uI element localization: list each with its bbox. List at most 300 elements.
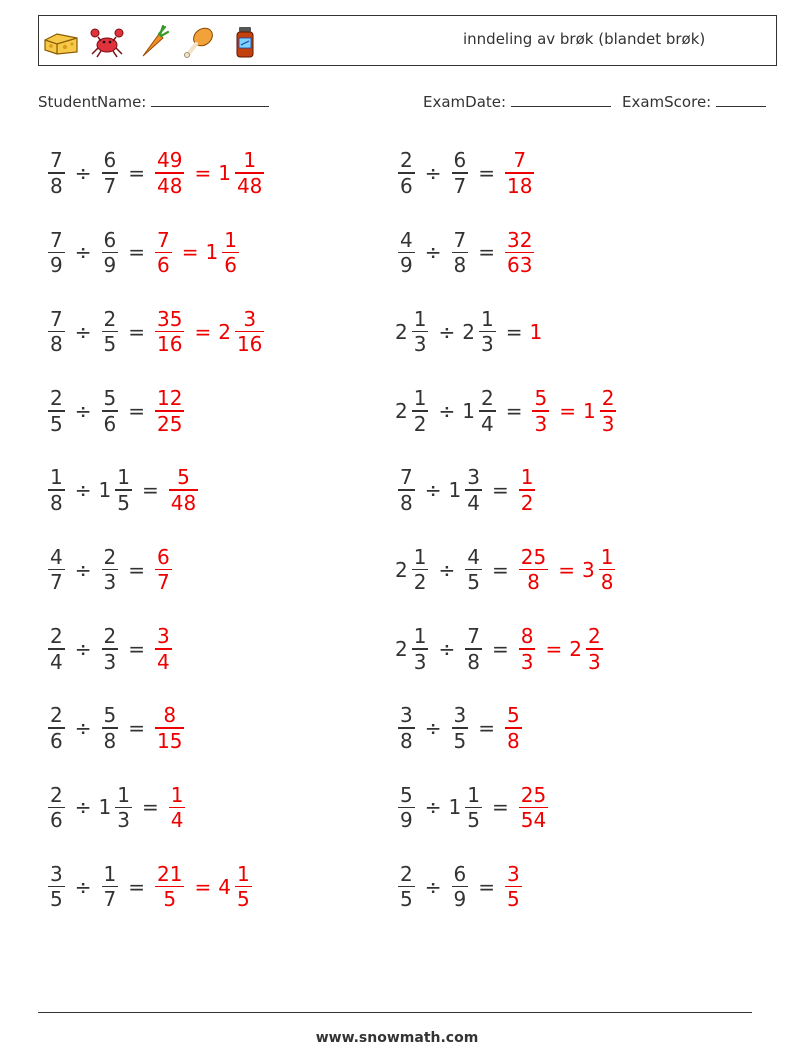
denominator: 3 <box>587 649 601 674</box>
fraction <box>505 703 522 753</box>
fraction <box>398 465 415 515</box>
dividend <box>45 307 68 357</box>
divide-sign: ÷ <box>74 874 92 899</box>
problem-row <box>395 857 525 917</box>
dividend <box>395 386 431 436</box>
fraction <box>452 148 469 198</box>
worksheet-title: inndeling av brøk (blandet brøk) <box>463 30 706 48</box>
fraction <box>48 783 65 833</box>
numerator: 6 <box>157 544 170 569</box>
dividend <box>395 307 431 357</box>
denominator: 2 <box>413 570 427 595</box>
divisor <box>99 228 122 278</box>
denominator: 5 <box>467 570 480 595</box>
footer-divider <box>38 1012 752 1013</box>
exam-date-blank <box>511 92 611 107</box>
dividend <box>45 386 68 436</box>
answer-mixed-number <box>218 148 267 198</box>
denominator: 8 <box>50 490 63 515</box>
problem-row <box>395 381 619 441</box>
denominator: 5 <box>163 887 177 912</box>
denominator: 6 <box>103 411 117 436</box>
denominator: 54 <box>520 808 547 833</box>
fraction <box>398 783 415 833</box>
fraction <box>452 703 469 753</box>
denominator: 7 <box>103 887 117 912</box>
equals-sign: = <box>491 795 509 820</box>
answer <box>502 148 537 198</box>
numerator: 3 <box>400 703 413 728</box>
answer <box>516 624 606 674</box>
dividend <box>395 703 418 753</box>
numerator: 7 <box>50 227 63 252</box>
denominator: 7 <box>50 570 63 595</box>
denominator: 3 <box>103 570 117 595</box>
whole-number: 1 <box>98 795 112 820</box>
fraction <box>115 465 132 515</box>
fraction <box>48 465 65 515</box>
whole-number: 2 <box>395 398 408 423</box>
equals-sign: = <box>128 716 145 741</box>
divide-sign: ÷ <box>74 478 92 503</box>
divide-sign: ÷ <box>438 319 456 344</box>
whole-number: 1 <box>448 478 462 503</box>
equals-sign: = <box>128 557 145 582</box>
fraction <box>465 624 482 674</box>
fraction <box>479 307 496 357</box>
denominator: 9 <box>400 253 413 278</box>
problem-row <box>45 619 175 679</box>
fraction <box>519 624 536 674</box>
equals-sign: = <box>491 557 509 582</box>
whole-number: 2 <box>569 636 582 661</box>
answer <box>152 862 255 912</box>
fraction <box>599 545 616 595</box>
fraction <box>412 545 429 595</box>
fraction <box>412 307 429 357</box>
denominator: 3 <box>601 411 615 436</box>
numerator: 3 <box>453 703 467 728</box>
fraction <box>465 783 482 833</box>
problem-row <box>395 698 525 758</box>
carrot-icon <box>135 24 171 60</box>
problem-row <box>45 777 188 837</box>
numerator: 1 <box>236 861 250 886</box>
fraction <box>48 148 65 198</box>
exam-score-blank <box>716 92 766 107</box>
numerator: 6 <box>103 148 117 173</box>
divisor <box>99 545 122 595</box>
denominator: 7 <box>453 173 467 198</box>
dividend <box>45 228 68 278</box>
fraction <box>398 148 415 198</box>
denominator: 48 <box>157 173 183 198</box>
numerator: 3 <box>157 624 170 649</box>
exam-score-label: ExamScore: <box>622 93 712 111</box>
divisor <box>462 307 498 357</box>
answer-mixed-number <box>218 862 254 912</box>
numerator: 2 <box>50 782 63 807</box>
answer-fraction <box>529 386 552 436</box>
fraction <box>155 862 184 912</box>
numerator: 2 <box>50 386 63 411</box>
divisor <box>99 307 122 357</box>
numerator: 35 <box>157 306 183 331</box>
problem-row <box>45 698 187 758</box>
divide-sign: ÷ <box>424 240 442 265</box>
dividend <box>395 624 431 674</box>
problem-row <box>395 143 537 203</box>
answer-equals-sign: = <box>194 319 212 344</box>
whole-number: 2 <box>218 319 231 344</box>
numerator: 5 <box>103 386 117 411</box>
numerator: 7 <box>157 227 170 252</box>
problem-row <box>45 460 201 520</box>
numerator: 7 <box>50 148 63 173</box>
denominator: 9 <box>400 808 413 833</box>
denominator: 3 <box>117 808 130 833</box>
denominator: 8 <box>507 728 520 753</box>
fraction <box>519 545 548 595</box>
denominator: 6 <box>157 253 170 278</box>
divide-sign: ÷ <box>424 874 442 899</box>
answer-fraction <box>516 545 551 595</box>
jam-jar-icon <box>227 24 263 60</box>
answer <box>516 465 539 515</box>
answer-fraction <box>166 783 189 833</box>
denominator: 4 <box>50 649 63 674</box>
worksheet-header <box>38 15 777 66</box>
divisor <box>99 624 122 674</box>
equals-sign: = <box>478 240 495 265</box>
divide-sign: ÷ <box>74 398 92 423</box>
exam-date-field <box>423 92 611 111</box>
denominator: 2 <box>413 411 427 436</box>
denominator: 48 <box>170 490 197 515</box>
student-name-blank <box>151 92 269 107</box>
numerator: 1 <box>170 782 184 807</box>
fraction <box>102 386 119 436</box>
answer <box>152 148 267 198</box>
denominator: 5 <box>507 887 520 912</box>
numerator: 2 <box>50 703 63 728</box>
numerator: 49 <box>157 148 183 173</box>
divide-sign: ÷ <box>74 636 92 661</box>
answer <box>529 386 619 436</box>
divide-sign: ÷ <box>74 557 92 582</box>
divide-sign: ÷ <box>74 795 92 820</box>
fraction <box>48 624 65 674</box>
fraction <box>102 862 119 912</box>
numerator: 5 <box>507 703 520 728</box>
numerator: 1 <box>600 544 614 569</box>
answer <box>502 703 525 753</box>
fraction <box>532 386 549 436</box>
dividend <box>395 228 418 278</box>
whole-number: 2 <box>395 636 408 661</box>
problem-row <box>395 222 537 282</box>
denominator: 5 <box>236 887 250 912</box>
fraction <box>398 228 415 278</box>
fraction <box>102 228 119 278</box>
denominator: 8 <box>103 728 117 753</box>
numerator: 1 <box>413 386 427 411</box>
answer-fraction <box>152 545 175 595</box>
fraction <box>169 465 198 515</box>
numerator: 1 <box>413 306 427 331</box>
answer-fraction <box>152 624 175 674</box>
fraction <box>452 862 469 912</box>
divisor <box>449 148 472 198</box>
fraction <box>48 228 65 278</box>
numerator: 7 <box>50 306 63 331</box>
divisor <box>99 703 122 753</box>
denominator: 48 <box>236 173 263 198</box>
fraction <box>398 862 415 912</box>
fraction <box>235 148 264 198</box>
dividend <box>45 624 68 674</box>
fraction <box>48 862 65 912</box>
fraction <box>398 703 415 753</box>
fraction <box>519 783 548 833</box>
problem-row <box>395 619 606 679</box>
answer-fraction <box>502 228 537 278</box>
equals-sign: = <box>128 319 145 344</box>
denominator: 15 <box>157 728 183 753</box>
numerator: 2 <box>400 861 413 886</box>
whole-number: 1 <box>205 240 219 265</box>
numerator: 1 <box>50 465 63 490</box>
numerator: 1 <box>413 624 427 649</box>
equals-sign: = <box>505 319 523 344</box>
denominator: 25 <box>157 411 183 436</box>
denominator: 8 <box>600 570 614 595</box>
denominator: 18 <box>507 173 533 198</box>
denominator: 2 <box>520 490 534 515</box>
fraction <box>412 624 429 674</box>
numerator: 5 <box>534 386 548 411</box>
dividend <box>45 703 68 753</box>
numerator: 7 <box>453 227 467 252</box>
fraction <box>505 862 522 912</box>
dividend <box>395 783 418 833</box>
problem-row <box>45 857 255 917</box>
problem-row <box>45 302 267 362</box>
equals-sign: = <box>478 161 495 185</box>
divisor <box>449 862 472 912</box>
numerator: 7 <box>513 148 527 173</box>
equals-sign: = <box>491 478 509 503</box>
denominator: 5 <box>117 490 130 515</box>
answer <box>166 783 189 833</box>
denominator: 6 <box>400 173 413 198</box>
denominator: 8 <box>50 173 63 198</box>
chicken-leg-icon <box>181 24 217 60</box>
answer-fraction <box>152 703 187 753</box>
numerator: 1 <box>224 227 237 252</box>
problem-row <box>45 143 267 203</box>
denominator: 4 <box>480 411 494 436</box>
answer-fraction <box>152 386 187 436</box>
problem-row <box>395 302 542 362</box>
answer-fraction <box>516 624 539 674</box>
divide-sign: ÷ <box>74 319 92 344</box>
numerator: 2 <box>400 148 413 173</box>
exam-date-label: ExamDate: <box>423 93 507 111</box>
divide-sign: ÷ <box>424 716 442 741</box>
answer-equals-sign: = <box>194 161 212 185</box>
whole-number: 1 <box>582 398 596 423</box>
fraction <box>115 783 132 833</box>
answer-fraction <box>152 862 187 912</box>
fraction <box>48 545 65 595</box>
fraction <box>519 465 536 515</box>
equals-sign: = <box>128 240 145 265</box>
fraction <box>102 307 119 357</box>
divide-sign: ÷ <box>74 716 92 741</box>
fraction <box>452 228 469 278</box>
equals-sign: = <box>128 398 145 423</box>
fraction <box>479 386 496 436</box>
divisor <box>462 386 498 436</box>
numerator: 8 <box>520 624 534 649</box>
equals-sign: = <box>128 874 145 899</box>
answer-fraction <box>516 783 551 833</box>
denominator: 5 <box>50 887 63 912</box>
divisor <box>99 386 122 436</box>
denominator: 8 <box>50 332 63 357</box>
numerator: 5 <box>177 465 190 490</box>
whole-number: 1 <box>218 161 231 185</box>
denominator: 5 <box>50 411 63 436</box>
answer-fraction <box>516 465 539 515</box>
fraction <box>102 624 119 674</box>
answer <box>516 783 551 833</box>
answer-fraction <box>152 148 187 198</box>
divisor <box>99 148 122 198</box>
dividend <box>45 545 68 595</box>
divide-sign: ÷ <box>424 161 442 185</box>
denominator: 6 <box>224 253 237 278</box>
crab-icon <box>89 24 125 60</box>
divisor <box>99 783 135 833</box>
denominator: 3 <box>413 332 427 357</box>
numerator: 7 <box>400 465 413 490</box>
answer <box>152 307 267 357</box>
problem-row <box>395 777 551 837</box>
whole-number: 1 <box>98 478 112 503</box>
student-name-label: StudentName: <box>38 93 147 111</box>
fraction <box>235 862 252 912</box>
numerator: 4 <box>467 544 480 569</box>
answer <box>516 545 619 595</box>
numerator: 1 <box>103 861 117 886</box>
numerator: 3 <box>507 861 520 886</box>
fraction <box>465 465 482 515</box>
problem-row <box>395 460 538 520</box>
dividend <box>45 862 68 912</box>
answer <box>152 228 242 278</box>
answer-equals-sign: = <box>545 636 563 661</box>
divisor <box>99 465 135 515</box>
denominator: 63 <box>507 253 533 278</box>
answer-fraction <box>502 862 525 912</box>
dividend <box>395 862 418 912</box>
numerator: 3 <box>467 465 480 490</box>
numerator: 5 <box>103 703 117 728</box>
fraction <box>102 545 119 595</box>
denominator: 16 <box>236 332 263 357</box>
fraction <box>102 703 119 753</box>
answer-equals-sign: = <box>181 240 199 265</box>
numerator: 2 <box>480 386 494 411</box>
answer <box>152 545 175 595</box>
divide-sign: ÷ <box>438 398 456 423</box>
answer-mixed-number <box>206 228 242 278</box>
numerator: 6 <box>453 148 467 173</box>
denominator: 4 <box>170 808 184 833</box>
answer-mixed-number <box>583 386 619 436</box>
numerator: 21 <box>157 861 183 886</box>
fraction <box>155 386 184 436</box>
equals-sign: = <box>478 716 495 741</box>
divide-sign: ÷ <box>424 795 442 820</box>
numerator: 1 <box>117 782 130 807</box>
answer-mixed-number <box>218 307 267 357</box>
divisor <box>99 862 122 912</box>
numerator: 6 <box>453 861 467 886</box>
problem-row <box>45 222 242 282</box>
fraction <box>155 545 172 595</box>
answer-fraction <box>502 148 537 198</box>
fraction <box>48 386 65 436</box>
numerator: 2 <box>103 306 117 331</box>
answer-whole: 1 <box>529 319 543 344</box>
numerator: 1 <box>480 306 494 331</box>
exam-score-field <box>622 92 766 111</box>
numerator: 25 <box>520 544 547 569</box>
denominator: 6 <box>50 808 63 833</box>
denominator: 9 <box>453 887 467 912</box>
numerator: 3 <box>243 306 257 331</box>
numerator: 32 <box>507 227 533 252</box>
problem-row <box>45 381 187 441</box>
fraction <box>155 307 184 357</box>
fraction <box>505 148 534 198</box>
answer <box>152 624 175 674</box>
divide-sign: ÷ <box>74 161 92 185</box>
divisor <box>449 228 472 278</box>
denominator: 3 <box>413 649 427 674</box>
numerator: 7 <box>467 624 480 649</box>
numerator: 1 <box>520 465 534 490</box>
answer-fraction <box>166 465 201 515</box>
dividend <box>395 545 431 595</box>
denominator: 16 <box>157 332 183 357</box>
numerator: 2 <box>50 624 63 649</box>
whole-number: 1 <box>448 795 462 820</box>
denominator: 8 <box>453 253 467 278</box>
denominator: 5 <box>467 808 480 833</box>
answer-mixed-number <box>582 545 618 595</box>
footer-url: www.snowmath.com <box>315 1030 479 1046</box>
fraction <box>586 624 603 674</box>
fraction <box>155 228 172 278</box>
denominator: 7 <box>103 173 117 198</box>
numerator: 8 <box>163 703 177 728</box>
fraction <box>222 228 239 278</box>
answer <box>152 386 187 436</box>
